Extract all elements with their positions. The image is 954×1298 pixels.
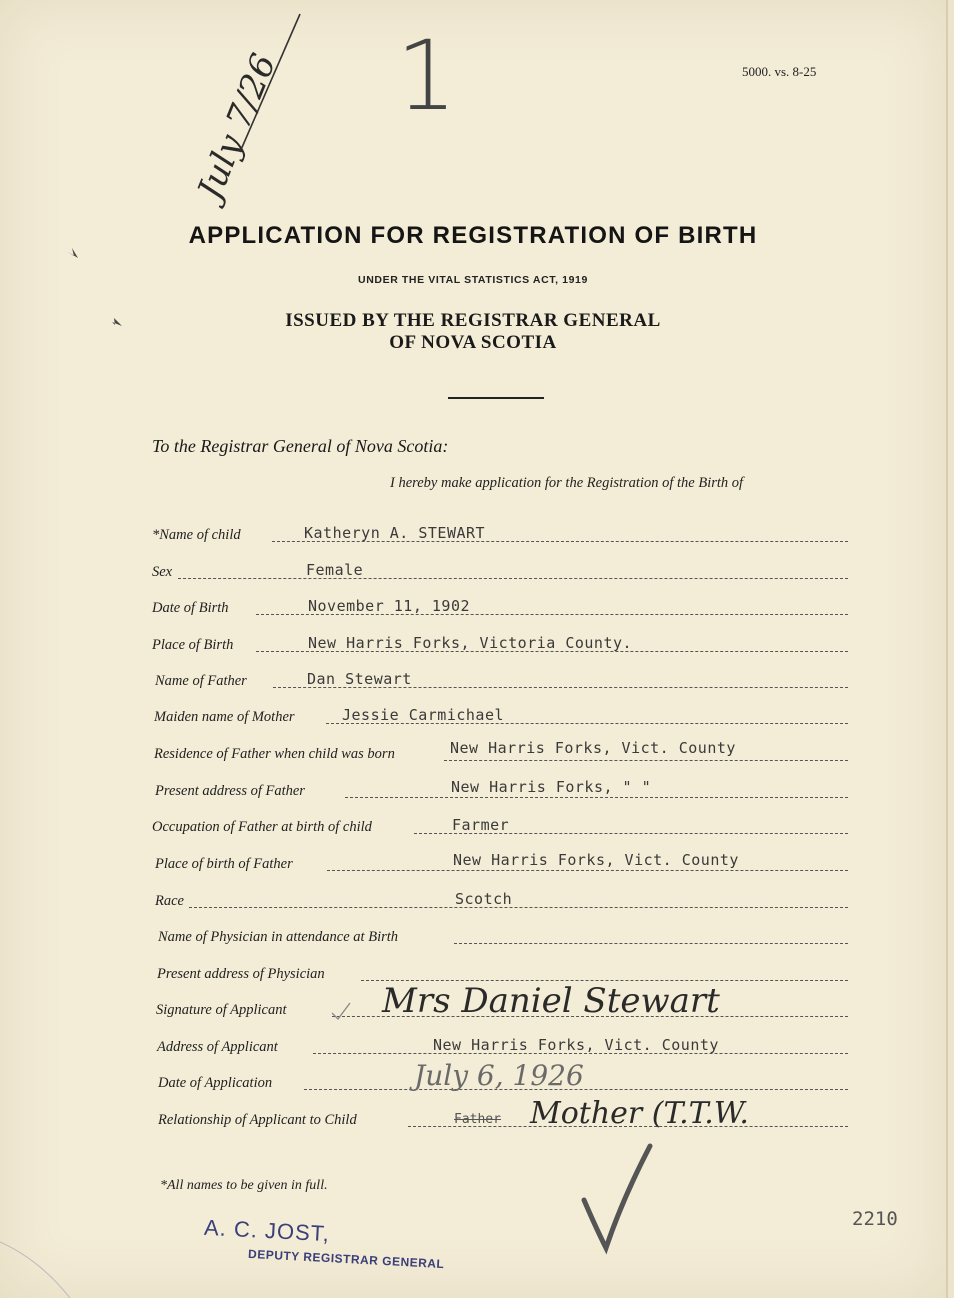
field-value: Dan Stewart (307, 670, 412, 688)
field-label: *Name of child (152, 527, 241, 543)
intro-text: I hereby make application for the Registration of the Birth of (390, 475, 744, 491)
form-title: APPLICATION FOR REGISTRATION OF BIRTH (188, 222, 758, 249)
field-label: Present address of Physician (157, 966, 325, 982)
field-label: Date of Application (158, 1075, 273, 1091)
stamp-title: DEPUTY REGISTRAR GENERAL (247, 1246, 445, 1272)
field-label: Place of birth of Father (155, 856, 293, 872)
footnote: *All names to be given in full. (160, 1178, 328, 1193)
issuer-line-2: OF NOVA SCOTIA (389, 332, 557, 353)
field-value: New Harris Forks, Vict. County (433, 1036, 719, 1054)
field-label: Relationship of Applicant to Child (158, 1112, 357, 1128)
field-value: New Harris Forks, Vict. County (450, 739, 736, 757)
field-label: Date of Birth (152, 600, 229, 616)
field-label: Name of Father (155, 673, 247, 689)
field-value: Katheryn A. STEWART (304, 524, 486, 542)
form-subtitle: UNDER THE VITAL STATISTICS ACT, 1919 (358, 274, 588, 286)
margin-note: July 7/26 (190, 48, 285, 205)
field-value: Scotch (455, 890, 513, 908)
field-value: Female (306, 561, 364, 579)
margin-scribble-mark (112, 318, 122, 326)
field-label: Name of Physician in attendance at Birth (158, 929, 399, 945)
corner-mark: 1 (396, 20, 458, 132)
field-label: Maiden name of Mother (154, 709, 295, 725)
field-value: New Harris Forks, Vict. County (453, 851, 739, 869)
signature-tick-mark (332, 1003, 350, 1019)
field-label: Residence of Father when child was born (154, 746, 395, 762)
field-label: Race (155, 893, 184, 909)
approval-check-mark (584, 1146, 650, 1248)
field-value: November 11, 1902 (308, 597, 471, 615)
field-label: Address of Applicant (157, 1039, 278, 1055)
field-value: New Harris Forks, " " (451, 778, 652, 796)
field-value: Jessie Carmichael (342, 706, 505, 724)
field-value: New Harris Forks, Victoria County. (308, 634, 633, 652)
register-number: 2210 (852, 1208, 898, 1230)
application-date: July 6, 1926 (414, 1059, 584, 1092)
field-label: Signature of Applicant (156, 1002, 287, 1018)
field-label: Occupation of Father at birth of child (152, 819, 372, 835)
stamp-name: A. C. JOST, (203, 1214, 331, 1247)
form-code: 5000. vs. 8-25 (742, 64, 817, 79)
field-label: Place of Birth (152, 637, 234, 653)
field-label: Sex (152, 564, 173, 580)
relationship-value: Mother (T.T.W. (530, 1096, 749, 1131)
margin-slash-mark (240, 14, 300, 152)
corner-fold-line (0, 1242, 70, 1298)
issuer-line-1: ISSUED BY THE REGISTRAR GENERAL (285, 310, 661, 331)
applicant-signature: Mrs Daniel Stewart (382, 981, 720, 1021)
crossed-out-word: Father (454, 1112, 501, 1127)
field-value: Farmer (452, 816, 510, 834)
addressee: To the Registrar General of Nova Scotia: (152, 436, 449, 456)
field-label: Present address of Father (155, 783, 305, 799)
margin-scribble-mark (68, 248, 78, 258)
